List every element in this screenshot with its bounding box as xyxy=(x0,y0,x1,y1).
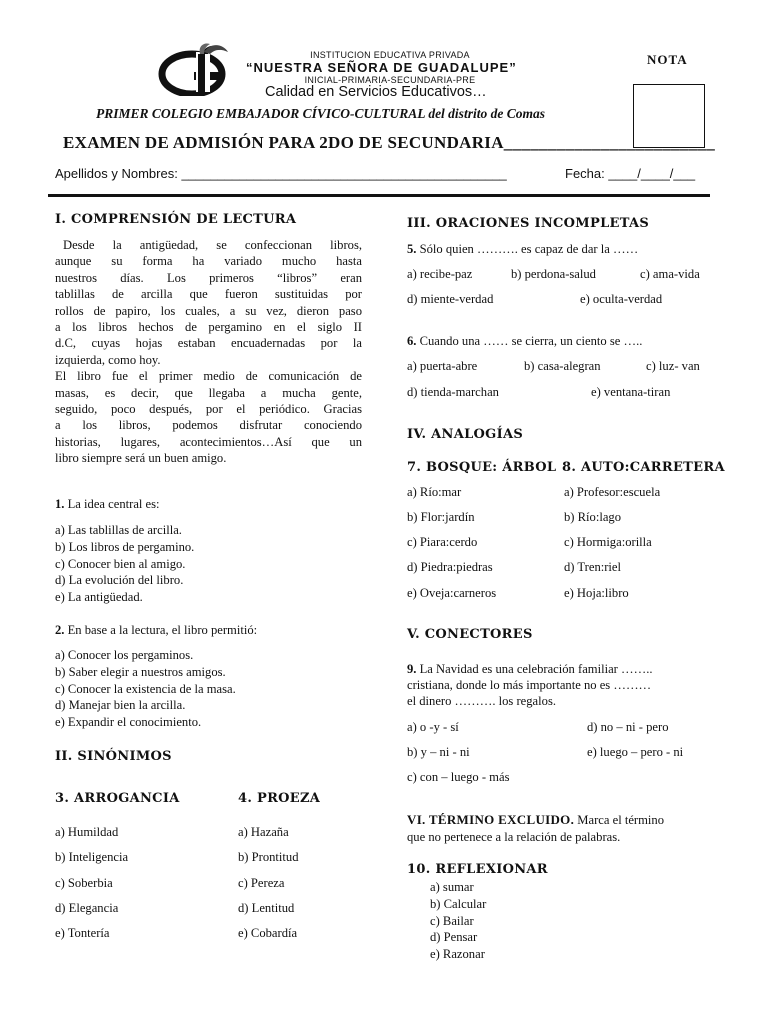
question-text: Sólo quien ………. es capaz de dar la …… xyxy=(416,242,639,256)
section-connectors-heading: V. CONECTORES xyxy=(407,627,533,642)
section-instruction: que no pertenece a la relación de palabras. xyxy=(407,830,621,844)
question-7-title: 7. BOSQUE: ÁRBOL xyxy=(407,460,557,475)
passage-line: izquierda, como hoy. xyxy=(55,352,161,367)
passage-line: seguido, poco después, por el periódico. Gracias xyxy=(55,402,362,417)
option[interactable]: c) Pereza xyxy=(238,876,285,890)
question-1-options xyxy=(55,522,194,606)
school-logo xyxy=(158,42,236,96)
option[interactable]: d) tienda-marchan xyxy=(407,385,499,399)
option[interactable]: b) perdona-salud xyxy=(511,267,596,281)
question-1 xyxy=(55,497,160,512)
section-incomplete-sentences-heading: III. ORACIONES INCOMPLETAS xyxy=(407,216,650,231)
question-number: 1. xyxy=(55,497,65,511)
passage-line: libro siempre será un buen amigo. xyxy=(55,451,227,466)
option[interactable]: a) Conocer los pergaminos. xyxy=(55,648,194,662)
option[interactable]: a) Hazaña xyxy=(238,825,289,839)
option[interactable]: a) Las tablillas de arcilla. xyxy=(55,523,182,537)
grade-box[interactable] xyxy=(633,84,705,148)
passage-line: tablillas de arcilla que fueron sustituidas por xyxy=(55,287,362,302)
option[interactable]: e) Expandir el conocimiento. xyxy=(55,715,202,730)
option[interactable]: e) Tontería xyxy=(55,926,110,940)
passage-line: masas, es decir, que llegaba a mucha gente, xyxy=(55,385,362,400)
passage-line: El libro fue el primer medio de comunicación de xyxy=(55,369,362,384)
option[interactable]: d) Manejar bien la arcilla. xyxy=(55,698,186,713)
option[interactable]: a) Río:mar xyxy=(407,485,462,499)
option[interactable]: d) miente-verdad xyxy=(407,292,494,306)
option[interactable]: e) luego – pero - ni xyxy=(587,745,684,759)
option[interactable]: c) ama-vida xyxy=(640,267,700,281)
option[interactable]: d) La evolución del libro. xyxy=(55,573,184,588)
option[interactable]: d) no – ni - pero xyxy=(587,720,669,734)
option[interactable]: d) Elegancia xyxy=(55,901,119,915)
question-9 xyxy=(407,661,653,709)
option[interactable]: a) puerta-abre xyxy=(407,359,478,373)
question-8-title: 8. AUTO:CARRETERA xyxy=(562,460,725,475)
school-levels: INICIAL-PRIMARIA-SECUNDARIA-PRE xyxy=(304,75,476,85)
option[interactable]: a) Profesor:escuela xyxy=(564,485,661,499)
question-text: Cuando una …… se cierra, un ciento se ….. xyxy=(416,334,643,348)
question-number: 9. xyxy=(407,662,417,676)
section-excluded-term-heading: VI. TÉRMINO EXCLUIDO. xyxy=(407,812,575,827)
question-number: 5. xyxy=(407,242,417,256)
passage-line: historias, lugares, acontecimientos…Así que un xyxy=(55,434,362,449)
passage-line: d.C, cuyas hojas estaban encuadernadas por la xyxy=(55,336,362,351)
institution-type: INSTITUCION EDUCATIVA PRIVADA xyxy=(310,50,470,60)
option[interactable]: e) ventana-tiran xyxy=(591,385,671,399)
name-field[interactable]: Apellidos y Nombres: _____________________________________________ xyxy=(55,166,507,181)
reading-passage xyxy=(55,237,362,467)
option[interactable]: b) Calcular xyxy=(430,896,487,911)
option[interactable]: b) Flor:jardín xyxy=(407,510,475,524)
section-instruction: Marca el término xyxy=(574,813,665,827)
option[interactable]: e) Cobardía xyxy=(238,926,298,940)
option[interactable]: b) Río:lago xyxy=(564,510,622,524)
option[interactable]: e) Oveja:carneros xyxy=(407,586,497,600)
school-distinction: PRIMER COLEGIO EMBAJADOR CÍVICO-CULTURAL del distrito de Comas xyxy=(96,106,545,121)
question-text: cristiana, donde lo más importante no es ……… xyxy=(407,678,652,692)
school-slogan: Calidad en Servicios Educativos… xyxy=(265,84,487,100)
option[interactable]: c) Soberbia xyxy=(55,876,113,890)
grade-label: NOTA xyxy=(647,52,688,67)
option[interactable]: c) con – luego - más xyxy=(407,770,510,784)
option[interactable]: c) Piara:cerdo xyxy=(407,535,478,549)
option[interactable]: e) Razonar xyxy=(430,947,485,962)
option[interactable]: d) Piedra:piedras xyxy=(407,560,493,574)
section-reading-heading: I. COMPRENSIÓN DE LECTURA xyxy=(55,212,297,227)
header-divider xyxy=(48,194,710,197)
question-3-title: 3. ARROGANCIA xyxy=(55,791,180,806)
question-number: 2. xyxy=(55,623,65,637)
question-4-title: 4. PROEZA xyxy=(238,791,321,806)
passage-line: rollos de papiro, los cuales, a su vez, dieron paso xyxy=(55,303,362,318)
option[interactable]: d) Pensar xyxy=(430,930,478,945)
option[interactable]: e) oculta-verdad xyxy=(580,292,663,306)
section-excluded-term xyxy=(407,811,664,846)
question-2-options xyxy=(55,647,236,731)
question-text: el dinero ………. los regalos. xyxy=(407,694,556,708)
question-number: 6. xyxy=(407,334,417,348)
passage-line: a los libros hechos de pergamino en el siglo II xyxy=(55,320,362,335)
section-synonyms-heading: II. SINÓNIMOS xyxy=(55,749,172,764)
option[interactable]: c) luz- van xyxy=(646,359,700,373)
question-2 xyxy=(55,623,257,638)
option[interactable]: b) Inteligencia xyxy=(55,850,129,864)
question-5 xyxy=(407,242,638,257)
option[interactable]: a) Humildad xyxy=(55,825,119,839)
question-text: La idea central es: xyxy=(64,497,160,511)
question-10-options xyxy=(430,879,486,963)
option[interactable]: e) Hoja:libro xyxy=(564,586,629,600)
option[interactable]: c) Conocer la existencia de la masa. xyxy=(55,681,236,696)
question-text: En base a la lectura, el libro permitió: xyxy=(64,623,258,637)
date-field[interactable]: Fecha: ____/____/___ xyxy=(565,166,696,181)
option[interactable]: b) Los libros de pergamino. xyxy=(55,539,195,554)
passage-line: Desde la antigüedad, se confeccionan libros, xyxy=(63,238,362,252)
option[interactable]: a) o -y - sí xyxy=(407,720,459,734)
passage-line: nuestros días. Los primeros “libros” eran xyxy=(55,270,362,285)
option[interactable]: a) sumar xyxy=(430,880,474,894)
option[interactable]: b) Saber elegir a nuestros amigos. xyxy=(55,664,226,679)
option[interactable]: b) Prontitud xyxy=(238,850,299,864)
question-6 xyxy=(407,334,642,349)
option[interactable]: b) casa-alegran xyxy=(524,359,601,373)
question-text: La Navidad es una celebración familiar …….. xyxy=(416,662,653,676)
exam-title: EXAMEN DE ADMISIÓN PARA 2DO DE SECUNDARIA________________________ xyxy=(63,133,715,152)
passage-line: a los libros, podemos disfrutar conociendo xyxy=(55,418,362,433)
option[interactable]: a) recibe-paz xyxy=(407,267,473,281)
option[interactable]: e) La antigüedad. xyxy=(55,590,143,605)
option[interactable]: c) Bailar xyxy=(430,913,474,928)
option[interactable]: d) Lentitud xyxy=(238,901,295,915)
option[interactable]: c) Hormiga:orilla xyxy=(564,535,652,549)
option[interactable]: d) Tren:riel xyxy=(564,560,622,574)
option[interactable]: b) y – ni - ni xyxy=(407,745,470,759)
school-name: “NUESTRA SEÑORA DE GUADALUPE” xyxy=(246,60,517,75)
option[interactable]: c) Conocer bien al amigo. xyxy=(55,556,186,571)
passage-line: aunque su forma ha variado mucho hasta xyxy=(55,254,362,269)
section-analogies-heading: IV. ANALOGÍAS xyxy=(407,427,524,442)
question-10-title: 10. REFLEXIONAR xyxy=(407,862,548,877)
